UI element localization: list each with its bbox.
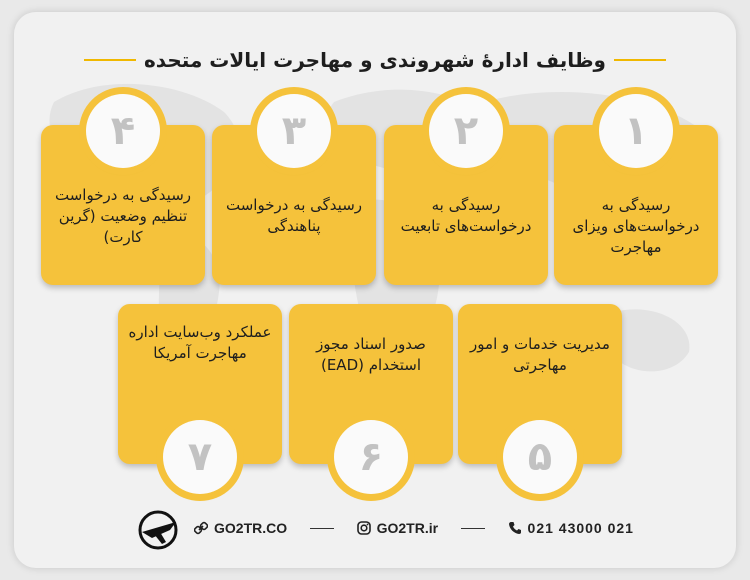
card-4-badge [86,94,160,168]
instagram-icon [357,521,371,535]
link-icon [194,521,208,535]
card-6-badge [334,420,408,494]
card-2-text: رسیدگی به درخواست‌های تابعیت [400,196,532,235]
card-4-number: ۴ [110,108,136,154]
page-title: وظایف ادارهٔ شهروندی و مهاجرت ایالات متحده [144,48,606,72]
card-6-text: صدور اسناد مجوز استخدام (EAD) [316,335,426,374]
phone-text: 021 43000 021 [527,520,634,536]
instagram-link[interactable] [357,520,438,536]
card-5-badge [503,420,577,494]
card-2-badge [429,94,503,168]
card-1-number: ۱ [623,108,649,154]
instagram-text: GO2TR.ir [376,520,439,536]
title-bar [14,40,736,80]
title-line-left [84,59,136,61]
card-1-text: رسیدگی به درخواست‌های ویزای مهاجرت [572,196,700,256]
card-4-text: رسیدگی به درخواست تنظیم وضعیت (گرین کارت) [54,186,192,246]
card-7-text: عملکرد وب‌سایت اداره مهاجرت آمریکا [128,323,272,362]
website-text: GO2TR.CO [214,520,288,536]
card-3-number: ۳ [281,108,307,154]
card-2-number: ۲ [453,108,479,154]
website-link[interactable] [194,520,287,536]
phone-link[interactable] [508,520,634,536]
footer [134,512,634,544]
card-7-badge [163,420,237,494]
card-3-badge [257,94,331,168]
card-5-number: ۵ [527,434,553,480]
card-5-text: مدیریت خدمات و امور مهاجرتی [470,335,610,374]
card-6-number: ۶ [358,434,384,480]
card-3-text: رسیدگی به درخواست پناهندگی [225,196,363,235]
card-7-number: ۷ [187,434,213,480]
card-1-badge [599,94,673,168]
infographic-card [14,12,736,568]
footer-divider-2 [461,528,485,529]
phone-icon [508,521,522,535]
title-line-right [614,59,666,61]
footer-divider-1 [310,528,334,529]
